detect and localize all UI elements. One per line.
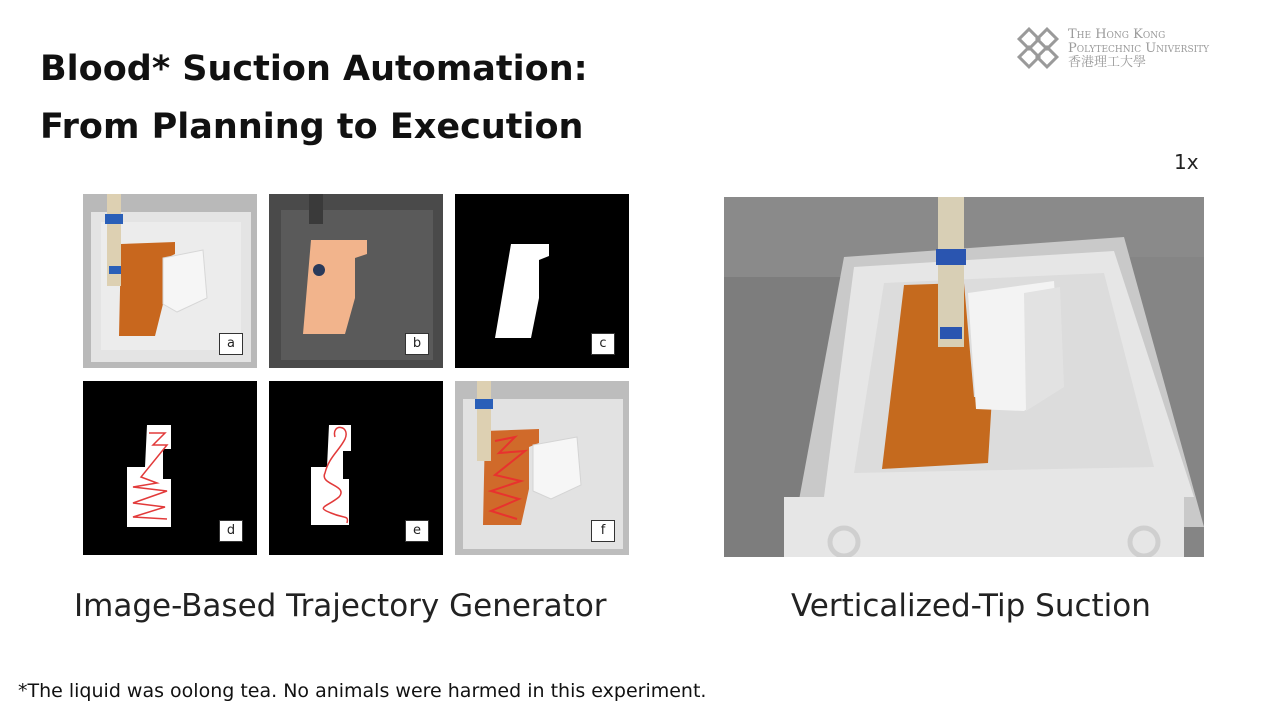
polyu-logo-icon [1016, 26, 1066, 76]
panel-d-trajectory-zigzag [83, 381, 257, 555]
panel-f-label: f [591, 520, 615, 542]
title-line-2: From Planning to Execution [40, 107, 584, 147]
title-line-1: Blood* Suction Automation: [40, 49, 588, 89]
footnote: *The liquid was oolong tea. No animals were harmed in this experiment. [18, 680, 707, 702]
university-logo [1016, 26, 1266, 78]
playback-speed-label: 1x [1174, 150, 1199, 174]
panel-b-segmentation [269, 194, 443, 368]
panel-d-label: d [219, 520, 243, 542]
panel-c-label: c [591, 333, 615, 355]
suction-video-frame [724, 197, 1204, 557]
logo-line-2: Polytechnic University [1068, 41, 1210, 56]
panel-a-camera-view [83, 194, 257, 368]
slide-title [40, 40, 588, 156]
right-caption: Verticalized-Tip Suction [791, 588, 1151, 624]
panel-e-trajectory-smooth [269, 381, 443, 555]
panel-c-binary-mask [455, 194, 629, 368]
panel-b-label: b [405, 333, 429, 355]
suction-video-image [724, 197, 1204, 557]
logo-line-3: 香港理工大學 [1068, 55, 1147, 70]
logo-line-1: The Hong Kong [1068, 27, 1166, 42]
panel-f-trajectory-overlay [455, 381, 629, 555]
panel-e-label: e [405, 520, 429, 542]
panel-a-label: a [219, 333, 243, 355]
left-caption: Image-Based Trajectory Generator [74, 588, 607, 624]
